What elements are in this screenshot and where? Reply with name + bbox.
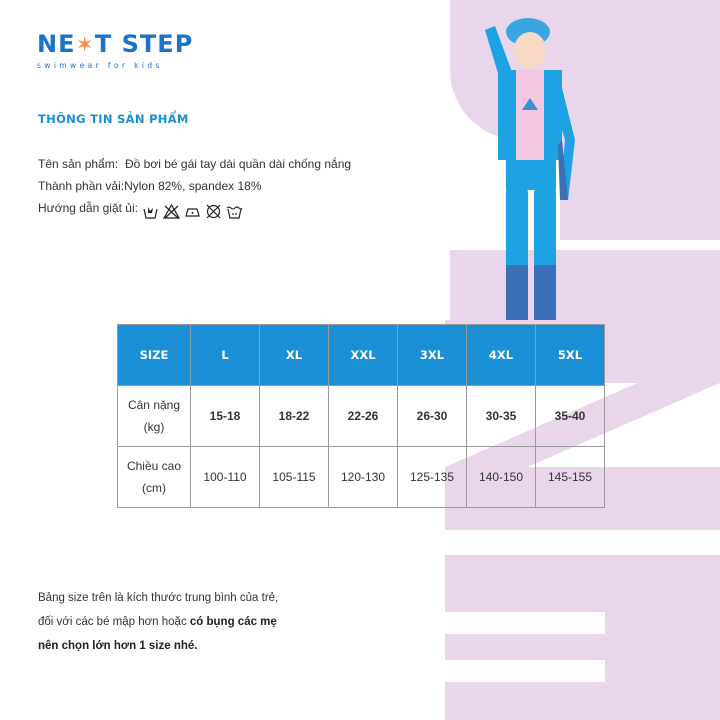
info-row-care: [38, 200, 351, 222]
logo-wordmark: [37, 32, 193, 58]
weight-cell: 35-40: [536, 386, 605, 447]
weight-label-line1: Cân nặng: [127, 398, 181, 412]
height-cell: 125-135: [398, 447, 467, 508]
weight-cell: 15-18: [191, 386, 260, 447]
height-row: [118, 447, 605, 508]
background-letter-e-gap: [445, 612, 605, 634]
size-col-header: XXL: [329, 325, 398, 386]
note-line3: [38, 634, 278, 658]
starfish-icon: ✶: [75, 33, 95, 58]
section-title: THÔNG TIN SẢN PHẨM: [38, 112, 189, 126]
logo-text-start: NE: [37, 30, 76, 58]
logo-text-end: T STEP: [94, 30, 194, 58]
size-header-row: [118, 325, 605, 386]
product-name-label: Tên sản phẩm:: [38, 157, 119, 171]
size-col-header: XL: [260, 325, 329, 386]
background-letter-e: [445, 555, 720, 720]
background-letter-e-gap: [445, 660, 605, 682]
height-label-line1: Chiều cao: [126, 459, 182, 473]
info-row-name: [38, 156, 351, 178]
care-label: Hướng dẫn giặt ủi:: [38, 201, 138, 215]
weight-label-line2: (kg): [143, 420, 165, 434]
info-row-material: [38, 178, 351, 200]
note-line2: [38, 610, 278, 634]
product-name-value: Đồ bơi bé gái tay dài quần dài chống nắng: [125, 157, 352, 171]
product-info: [38, 156, 351, 222]
weight-row: [118, 386, 605, 447]
size-col-header: L: [191, 325, 260, 386]
no-dryclean-icon: [205, 204, 222, 219]
weight-cell: 26-30: [398, 386, 467, 447]
height-cell: 140-150: [467, 447, 536, 508]
size-col-header: 5XL: [536, 325, 605, 386]
size-col-header: 4XL: [467, 325, 536, 386]
weight-cell: 22-26: [329, 386, 398, 447]
iron-low-icon: [184, 204, 201, 219]
size-note: [38, 586, 278, 658]
material-value: Nylon 82%, spandex 18%: [124, 179, 262, 193]
height-cell: 145-155: [536, 447, 605, 508]
logo-tagline: swimwear for kids: [37, 61, 163, 70]
wash-30-icon: [226, 204, 243, 219]
note-line3-bold: nên chọn lớn hơn 1 size nhé.: [38, 640, 198, 652]
size-col-header: 3XL: [398, 325, 467, 386]
hand-wash-icon: [142, 204, 159, 219]
height-cell: 105-115: [260, 447, 329, 508]
no-bleach-icon: [163, 204, 180, 219]
note-line1: Bảng size trên là kích thước trung bình của trẻ,: [38, 592, 279, 604]
size-header-label: SIZE: [118, 325, 191, 386]
note-line2-plain: đối với các bé mập hơn hoặc: [38, 616, 190, 628]
height-cell: 100-110: [191, 447, 260, 508]
size-table: [117, 324, 605, 508]
care-icons: [142, 200, 243, 222]
weight-row-label: [118, 386, 191, 447]
height-label-line2: (cm): [142, 481, 166, 495]
weight-cell: 30-35: [467, 386, 536, 447]
brand-logo: [37, 32, 193, 70]
height-cell: 120-130: [329, 447, 398, 508]
material-label: Thành phần vải:: [38, 179, 125, 193]
note-line2-bold: có bụng các mẹ: [189, 616, 277, 628]
child-model-image: [430, 10, 630, 330]
height-row-label: [118, 447, 191, 508]
weight-cell: 18-22: [260, 386, 329, 447]
